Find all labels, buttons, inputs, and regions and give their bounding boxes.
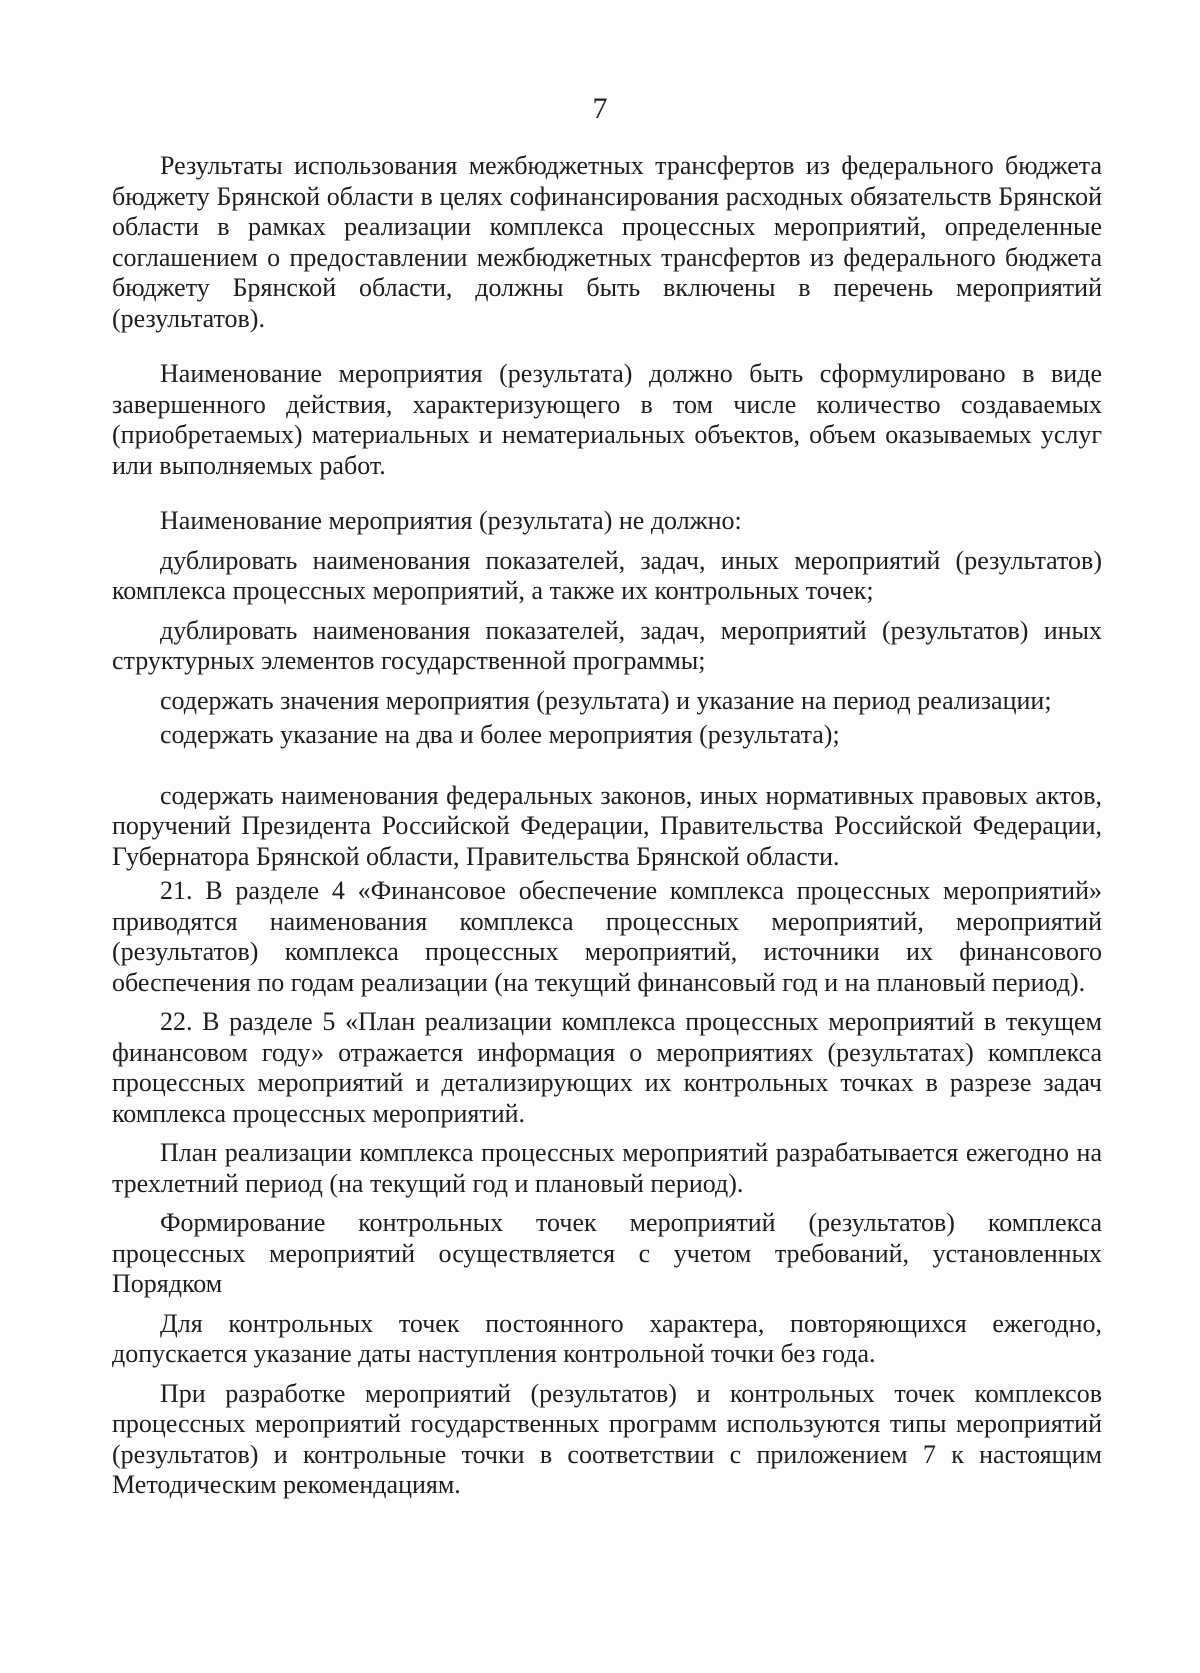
restriction-item-3: содержать значения мероприятия (результата) и указание на период реализации; xyxy=(160,685,1052,715)
paragraph-section-21: 21. В разделе 4 «Финансовое обеспечение комплекса процессных мероприятий» приводятся наименования комплекса процессных мероприятий, мероприятий (результатов) комплекса процессных мероприятий, источники их финансового обеспечения по годам реализации (на текущий финансовый год и на плановый период). xyxy=(112,876,1102,997)
paragraph-plan: План реализации комплекса процессных мероприятий разрабатывается ежегодно на трехлетний период (на текущий год и плановый период). xyxy=(112,1138,1102,1198)
restriction-item-5: содержать наименования федеральных законов, иных нормативных правовых актов, поручений Президента Российской Федерации, Правительства Российской Федерации, Губернатора Брянской области, Правительства Брянской области. xyxy=(112,780,1102,871)
paragraph-naming-restrictions: Наименование мероприятия (результата) не должно: xyxy=(160,506,742,535)
paragraph-naming-rule: Наименование мероприятия (результата) должно быть сформулировано в виде завершенного действия, характеризующего в том числе количество создаваемых (приобретаемых) материальных и нематериальных объектов, объем оказываемых услуг или выполняемых работ. xyxy=(112,359,1102,480)
restriction-item-2: дублировать наименования показателей, задач, мероприятий (результатов) иных структурных элементов государственной программы; xyxy=(112,615,1102,675)
paragraph-control-points-permanent: Для контрольных точек постоянного характера, повторяющихся ежегодно, допускается указание даты наступления контрольной точки без года. xyxy=(112,1308,1102,1368)
paragraph-types-appendix: При разработке мероприятий (результатов) и контрольных точек комплексов процессных мероприятий государственных программ используются типы мероприятий (результатов) и контрольные точки в соответствии с приложением 7 к настоящим Методическим рекомендациям. xyxy=(112,1378,1102,1499)
paragraph-section-22: 22. В разделе 5 «План реализации комплекса процессных мероприятий в текущем финансовом году» отражается информация о мероприятиях (результатах) комплекса процессных мероприятий и детализирующих их контрольных точках в разрезе задач комплекса процессных мероприятий. xyxy=(112,1007,1102,1128)
paragraph-results-transfers: Результаты использования межбюджетных трансфертов из федерального бюджета бюджету Брянской области в целях софинансирования расходных обязательств Брянской области в рамках реализации комплекса процессных мероприятий, определенные соглашением о предоставлении межбюджетных трансфертов из федерального бюджета бюджету Брянской области, должны быть включены в перечень мероприятий (результатов). xyxy=(112,151,1102,333)
restriction-item-4: содержать указание на два и более мероприятия (результата); xyxy=(160,720,840,749)
page-number: 7 xyxy=(592,92,608,125)
paragraph-control-points-formation: Формирование контрольных точек мероприятий (результатов) комплекса процессных мероприятий осуществляется с учетом требований, установленных Порядком xyxy=(112,1208,1102,1298)
restriction-item-1: дублировать наименования показателей, задач, иных мероприятий (результатов) комплекса процессных мероприятий, а также их контрольных точек; xyxy=(112,545,1102,605)
document-body xyxy=(112,151,1102,1501)
